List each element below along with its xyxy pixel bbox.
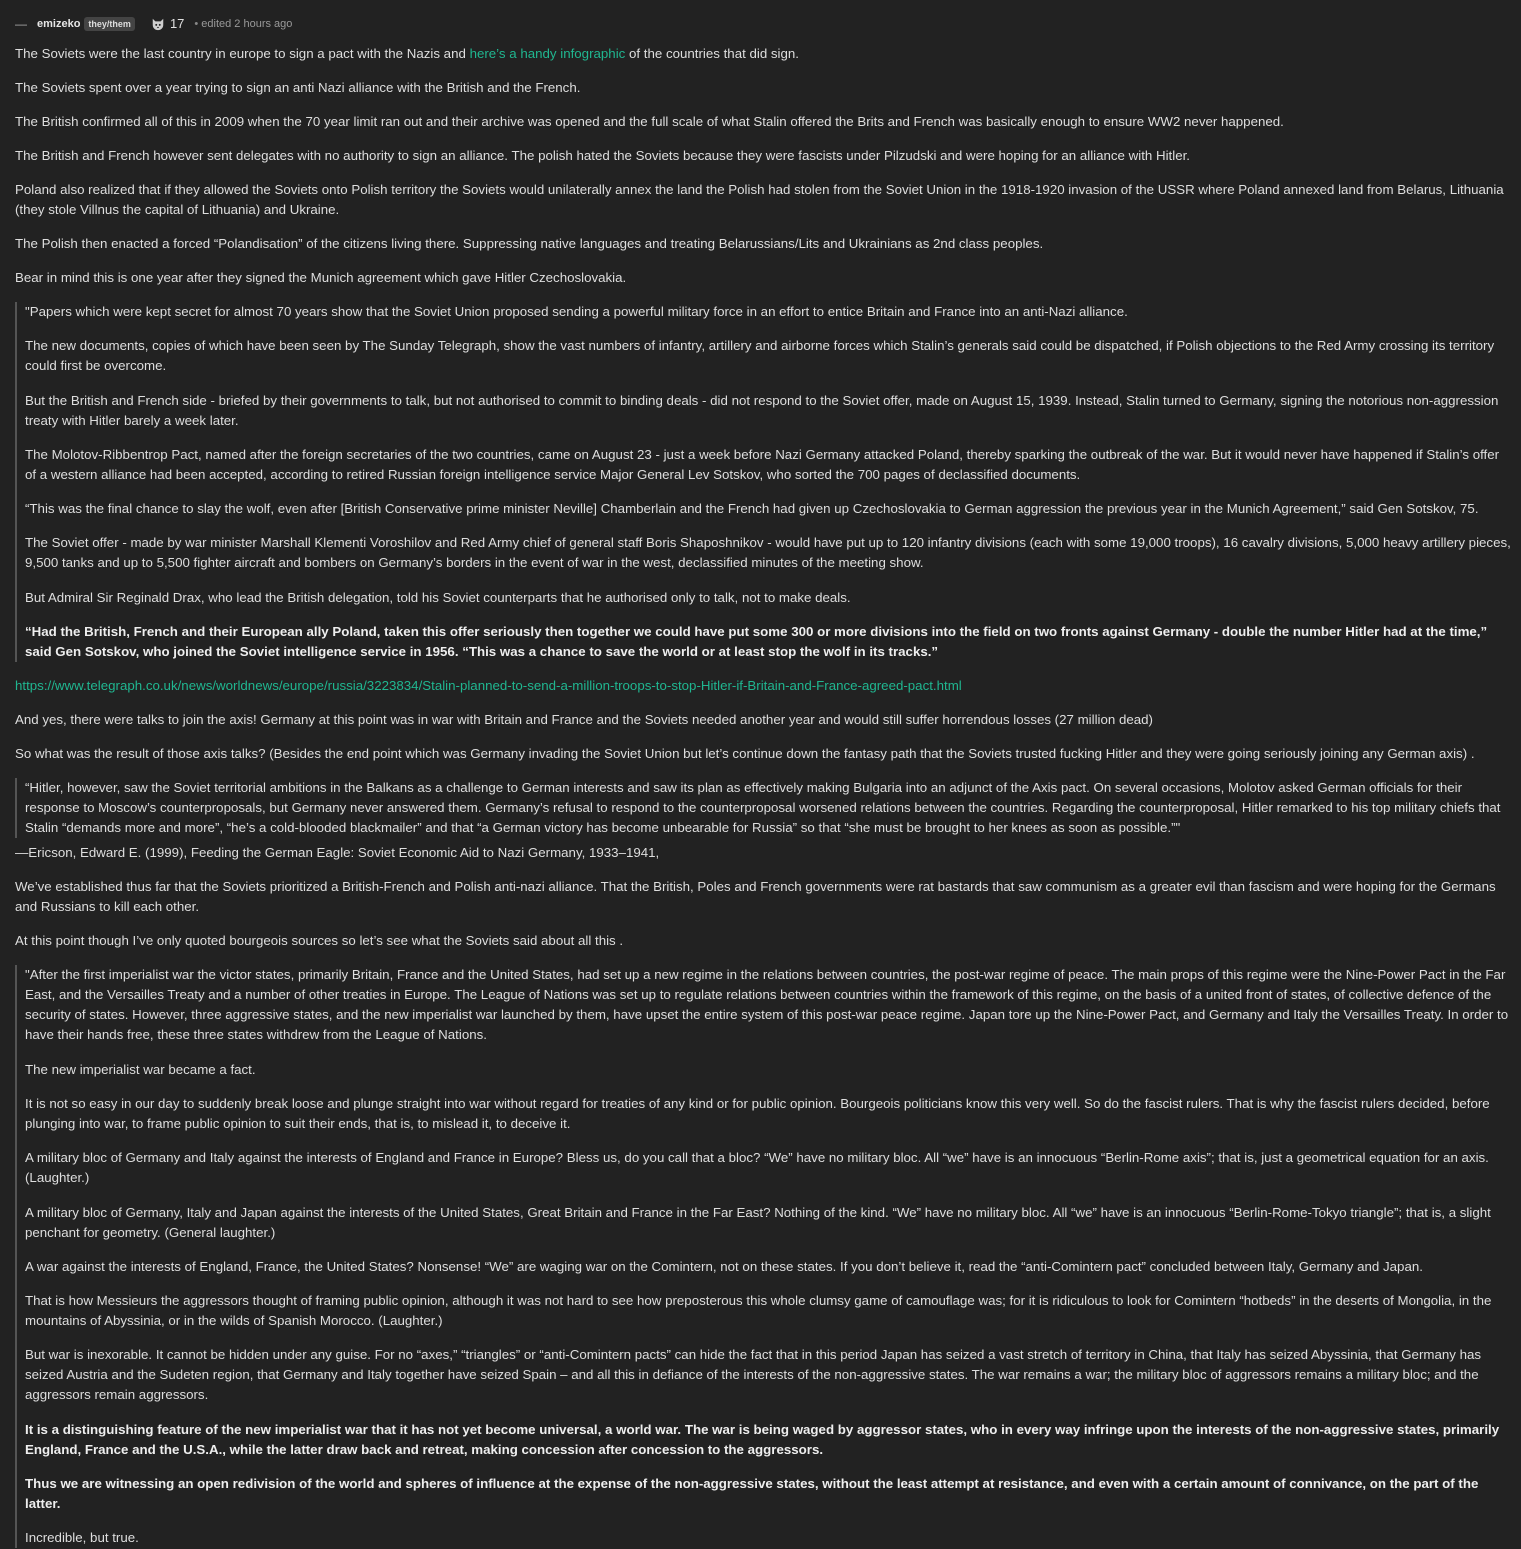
quote-paragraph: Incredible, but true. — [25, 1530, 139, 1546]
paragraph: The British confirmed all of this in 2009 when the 70 year limit ran out and their archive was opened and the full scale of what Stalin offered the Brits and French was basically enough to ensure WW2 never happened. — [15, 114, 1284, 129]
paragraph: And yes, there were talks to join the axis! Germany at this point was in war with Britain and France and the Soviets needed another year and would still suffer horrendous losses (27 million dead) — [15, 712, 1153, 728]
score — [151, 14, 184, 34]
paragraph: The Polish then enacted a forced “Polandisation” of the citizens living there. Suppressing native languages and treating Belarussians/Lits and Ukrainians as 2nd class peoples. — [15, 236, 1044, 251]
separator-dot: • — [194, 18, 199, 30]
paragraph: Bear in mind this is one year after they signed the Munich agreement which gave Hitler Czechoslovakia. — [15, 270, 627, 285]
quote-paragraph: A war against the interests of England, France, the United States? Nonsense! “We” are waging war on the Comintern, not on these states. If you don’t believe it, read the “anti-Comintern pact” concluded between Italy, Germany and Japan. — [25, 1258, 1423, 1274]
paragraph — [15, 676, 1511, 696]
blockquote-telegraph — [15, 302, 1511, 662]
quote-paragraph: But the British and French side - briefed by their governments to talk, but not authorised to commit to binding deals - did not respond to the Soviet offer, made on August 15, 1939. Instead, Stalin turned to Germany, signing the notorious non-aggression treaty with Hitler barely a week later. — [25, 392, 1499, 428]
infographic-link[interactable]: here’s a handy infographic — [469, 46, 626, 61]
paragraph: The British and French however sent delegates with no authority to sign an alliance. The polish hated the Soviets because they were fascists under Pilzudski and were hoping for an alliance with Hitler. — [15, 148, 1190, 163]
paragraph: The Soviets spent over a year trying to sign an anti Nazi alliance with the British and the French. — [15, 80, 581, 95]
quote-paragraph: But Admiral Sir Reginald Drax, who lead the British delegation, told his Soviet counterparts that he authorised only to talk, not to make deals. — [25, 589, 851, 605]
quote-paragraph: A military bloc of Germany, Italy and Japan against the interests of the United States, Great Britain and France in the Far East? Nothing of the kind. “We” have no military bloc. All “we” have is an innocuous “Berlin-Rome-Tokyo triangle”; that is, a slight penchant for geometry. (General laughter.) — [25, 1204, 1491, 1240]
blockquote-hitler — [15, 778, 1511, 838]
quote-paragraph: The new documents, copies of which have been seen by The Sunday Telegraph, show the vast numbers of infantry, artillery and airborne forces which Stalin’s generals said could be dispatched, if Polish objections to the Red Army crossing its territory could first be overcome. — [25, 338, 1495, 374]
quote-paragraph: The Molotov-Ribbentrop Pact, named after the foreign secretaries of the two countries, came on August 23 - just a week before Nazi Germany attacked Poland, thereby sparking the outbreak of the war. But it would never have happened if Stalin’s offer of a western alliance had been accepted, according to retired Russian foreign intelligence service Major General Lev Sotskov, who sorted the 700 pages of declassified documents. — [25, 446, 1500, 482]
quote-paragraph: That is how Messieurs the aggressors thought of framing public opinion, although it was not hard to see how preposterous this whole clumsy game of camouflage was; for it is ridiculous to look for Comintern “hotbeds” in the deserts of Mongolia, in the mountains of Abyssinia, or in the wilds of Spanish Morocco. (Laughter.) — [25, 1293, 1492, 1329]
quote-paragraph: “Hitler, however, saw the Soviet territorial ambitions in the Balkans as a challenge to German interests and saw its plan as effectively making Bulgaria into an adjunct of the Axis pact. On several occasions, Molotov asked German officials for their response to Moscow’s counterproposals, but Germany never answered them. Germany’s refusal to respond to the counterproposal worsened relations between the countries. Regarding the counterproposal, Hitler remarked to his top military chiefs that Stalin “demands more and more”, “he’s a cold-blooded blackmailer” and that “a German victory has become unbearable for Russia” so that “she must be brought to her knees as soon as possible.”" — [25, 780, 1501, 836]
telegraph-link[interactable]: https://www.telegraph.co.uk/news/worldnews/europe/russia/3223834/Stalin-planned-to-send-a-million-troops-to-stop-Hitler-if-Britain-and-France-agreed-pact.html — [15, 678, 962, 694]
quote-paragraph: “This was the final chance to slay the wolf, even after [British Conservative prime minister Neville] Chamberlain and the French had given up Czechoslovakia to German aggression the previous year in the Munich Agreement,” said Gen Sotskov, 75. — [25, 501, 1479, 517]
comment-header — [15, 12, 1511, 36]
paragraph: We’ve established thus far that the Soviets prioritized a British-French and Polish anti-nazi alliance. That the British, Poles and French governments were rat bastards that saw communism as a greater evil than fascism and were hoping for the Germans and Russians to kill each other. — [15, 879, 1496, 915]
quote-paragraph-bold: Thus we are witnessing an open redivision of the world and spheres of influence at the expense of the non-aggressive states, without the least attempt at resistance, and even with a certain amount of connivance, on the part of the latter. — [25, 1476, 1479, 1512]
quote-paragraph: The new imperialist war became a fact. — [25, 1061, 256, 1077]
comment-body — [15, 44, 1511, 1548]
blockquote-soviet — [15, 965, 1511, 1548]
paragraph: So what was the result of those axis talks? (Besides the end point which was Germany invading the Soviet Union but let’s continue down the fantasy path that the Soviets trusted fucking Hitler and they were going seriously joining any German axis) . — [15, 746, 1475, 762]
quote-paragraph: "Papers which were kept secret for almost 70 years show that the Soviet Union proposed sending a powerful military force in an effort to entice Britain and France into an anti-Nazi alliance. — [25, 304, 1128, 319]
paragraph: Poland also realized that if they allowed the Soviets onto Polish territory the Soviets would unilaterally annex the land the Polish had stolen from the Soviet Union in the 1918-1920 invasion of the USSR where Poland annexed land from Belarus, Lithuania (they stole Villnus the capital of Lithuania) and Ukraine. — [15, 182, 1504, 217]
quote-attribution: —Ericson, Edward E. (1999), Feeding the German Eagle: Soviet Economic Aid to Nazi Germany, 1933–1941, — [15, 845, 660, 861]
quote-paragraph: A military bloc of Germany and Italy against the interests of England and France in Europe? Bless us, do you call that a bloc? “We” have no military bloc. All “we” have is an innocuous “Berlin-Rome axis”; that is, just a geometrical equation for an axis. (Laughter.) — [25, 1150, 1489, 1186]
collapse-button[interactable]: — — [15, 17, 27, 31]
score-value: 17 — [169, 16, 185, 31]
quote-paragraph: The Soviet offer - made by war minister Marshall Klementi Voroshilov and Red Army chief of general staff Boris Shaposhnikov - would have put up to 120 infantry divisions (each with some 19,000 troops), 16 cavalry divisions, 5,000 heavy artillery pieces, 9,500 tanks and up to 5,500 fighter aircraft and bombers on Germany’s borders in the event of war in the west, declassified minutes of the meeting show. — [25, 535, 1511, 571]
quote-paragraph: It is not so easy in our day to suddenly break loose and plunge straight into war without regard for treaties of any kind or for public opinion. Bourgeois politicians know this very well. So do the fascist rulers. That is why the fascist rulers decided, before plunging into war, to frame public opinion to suit their ends, that is, to mislead it, to deceive it. — [25, 1095, 1490, 1131]
paragraph: The Soviets were the last country in europe to sign a pact with the Nazis and here’s a handy infographic of the countries that did sign. — [15, 46, 800, 61]
quote-paragraph-bold: “Had the British, French and their European ally Poland, taken this offer seriously then together we could have put some 300 or more divisions into the field on two fronts against Germany - double the number Hitler had at the time,” said Gen Sotskov, who joined the Soviet intelligence service in 1956. “This was a chance to save the world or at least stop the wolf in its tracks.” — [25, 624, 1488, 660]
edited-timestamp: edited 2 hours ago — [201, 18, 293, 30]
quote-paragraph-bold: It is a distinguishing feature of the new imperialist war that it has not yet become universal, a world war. The war is being waged by aggressor states, who in every way infringe upon the interests of the non-aggressive states, primarily England, France and the U.S.A., while the latter draw back and retreat, making concession after concession to the aggressors. — [25, 1421, 1500, 1457]
cat-icon — [151, 17, 165, 31]
quote-paragraph: But war is inexorable. It cannot be hidden under any guise. For no “axes,” “triangles” or “anti-Comintern pacts” can hide the fact that in this period Japan has seized a vast stretch of territory in China, that Italy has seized Abyssinia, that Germany has seized Austria and the Sudeten region, that Germany and Italy together have seized Spain – and all this in defiance of the interests of the non-aggressive states. The war remains a war; the military bloc of aggressors remains a military bloc; and the aggressors remain aggressors. — [25, 1347, 1482, 1403]
author-name[interactable]: emizeko — [37, 18, 81, 30]
quote-paragraph: "After the first imperialist war the victor states, primarily Britain, France and the United States, had set up a new regime in the relations between countries, the post-war regime of peace. The main props of this regime were the Nine-Power Pact in the Far East, and the Versailles Treaty and a number of other treaties in Europe. The League of Nations was set up to regulate relations between countries within the framework of this regime, on the basis of a united front of states, of collective defence of the security of states. However, three aggressive states, and the new imperialist war launched by them, have upset the entire system of this post-war peace regime. Japan tore up the Nine-Power Pact, and Germany and Italy the Versailles Treaty. In order to have their hands free, these three states withdrew from the League of Nations. — [25, 967, 1509, 1043]
pronoun-badge: they/them — [84, 17, 135, 31]
paragraph: At this point though I’ve only quoted bourgeois sources so let’s see what the Soviets said about all this . — [15, 933, 624, 949]
